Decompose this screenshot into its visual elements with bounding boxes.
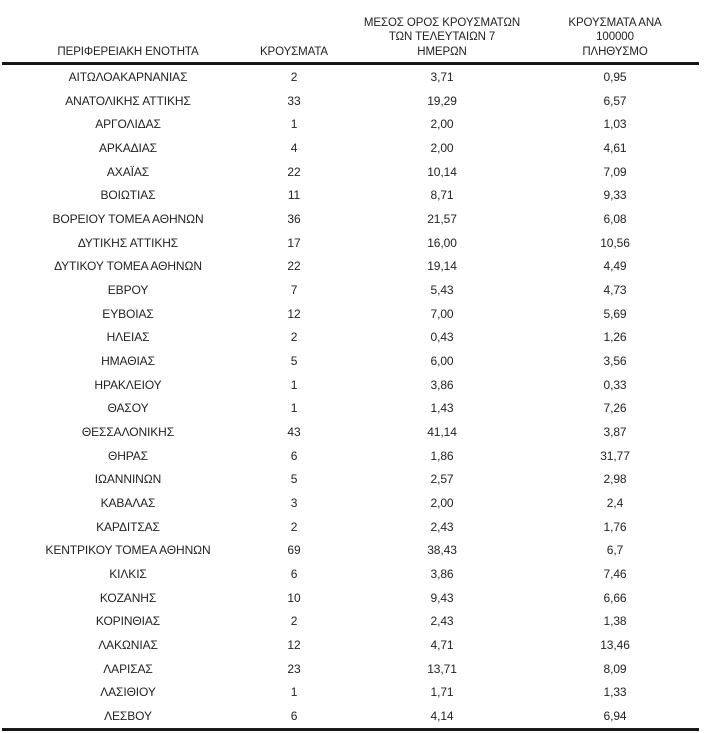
avg7-cell: 1,43 (430, 401, 454, 416)
region-cell: ΒΟΙΩΤΙΑΣ (100, 188, 156, 203)
cases-cell: 2 (290, 69, 298, 84)
per100k-cell: 1,38 (603, 614, 627, 629)
avg7-cell: 1,71 (430, 685, 454, 700)
cases-cell: 6 (290, 566, 298, 581)
table-row (2, 278, 699, 302)
table-row (2, 444, 699, 468)
cases-cell: 5 (290, 353, 298, 368)
region-cell: ΚΕΝΤΡΙΚΟΥ ΤΟΜΕΑ ΑΘΗΝΩΝ (45, 543, 211, 558)
column-header-region-label: ΠΕΡΙΦΕΡΕΙΑΚΗ ΕΝΟΤΗΤΑ (57, 45, 199, 58)
cases-cell: 22 (287, 259, 301, 274)
per100k-cell: 1,26 (603, 330, 627, 345)
table-header-row (2, 0, 699, 62)
cases-cell: 69 (287, 543, 301, 558)
column-header-avg7d-line2: ΤΩΝ ΤΕΛΕΥΤΑΙΩΝ 7 (388, 31, 496, 43)
avg7-cell: 6,00 (430, 353, 454, 368)
table-row (2, 183, 699, 207)
region-cell: ΑΡΓΟΛΙΔΑΣ (95, 117, 161, 132)
per100k-cell: 3,87 (603, 424, 627, 439)
avg7-cell: 38,43 (427, 543, 457, 558)
avg7-cell: 16,00 (427, 235, 457, 250)
table-row (2, 396, 699, 420)
avg7-cell: 8,71 (430, 188, 454, 203)
per100k-cell: 6,08 (603, 211, 627, 226)
region-cell: ΛΑΣΙΘΙΟΥ (100, 685, 156, 700)
per100k-cell: 7,09 (603, 164, 627, 179)
per100k-cell: 6,66 (603, 590, 627, 605)
per100k-cell: 2,4 (606, 495, 624, 510)
region-cell: ΗΡΑΚΛΕΙΟΥ (94, 377, 162, 392)
cases-cell: 1 (290, 377, 298, 392)
per100k-cell: 0,33 (603, 377, 627, 392)
table-row (2, 657, 699, 681)
cases-cell: 12 (287, 637, 301, 652)
avg7-cell: 4,14 (430, 708, 454, 723)
column-header-avg7d-line3: ΗΜΕΡΩΝ (417, 45, 467, 58)
region-cell: ΗΜΑΘΙΑΣ (101, 353, 155, 368)
cases-cell: 11 (287, 188, 301, 203)
avg7-cell: 2,43 (430, 614, 454, 629)
table-row (2, 89, 699, 113)
region-cell: ΒΟΡΕΙΟΥ ΤΟΜΕΑ ΑΘΗΝΩΝ (52, 211, 204, 226)
table-row (2, 586, 699, 610)
region-cell: ΚΑΡΔΙΤΣΑΣ (96, 519, 160, 534)
region-cell: ΘΕΣΣΑΛΟΝΙΚΗΣ (81, 424, 175, 439)
cases-cell: 23 (287, 661, 301, 676)
per100k-cell: 31,77 (600, 448, 630, 463)
region-cell: ΑΝΑΤΟΛΙΚΗΣ ΑΤΤΙΚΗΣ (65, 93, 191, 108)
avg7-cell: 3,71 (430, 69, 454, 84)
column-header-avg7d (334, 16, 550, 60)
cases-cell: 2 (290, 614, 298, 629)
per100k-cell: 1,03 (603, 117, 627, 132)
column-header-per100k (550, 16, 680, 60)
table-row (2, 254, 699, 278)
avg7-cell: 41,14 (427, 424, 457, 439)
cases-cell: 12 (287, 306, 301, 321)
region-cell: ΚΟΡΙΝΘΙΑΣ (95, 614, 161, 629)
per100k-cell: 4,73 (603, 282, 627, 297)
cases-cell: 36 (287, 211, 301, 226)
column-header-cases (254, 45, 334, 60)
avg7-cell: 9,43 (430, 590, 454, 605)
table-row (2, 420, 699, 444)
per100k-cell: 10,56 (600, 235, 630, 250)
per100k-cell: 1,33 (603, 685, 627, 700)
table-row (2, 302, 699, 326)
cases-cell: 33 (287, 93, 301, 108)
cases-cell: 3 (290, 495, 298, 510)
region-cell: ΘΑΣΟΥ (107, 401, 149, 416)
cases-cell: 6 (290, 448, 298, 463)
per100k-cell: 13,46 (600, 637, 630, 652)
avg7-cell: 2,57 (430, 472, 454, 487)
cases-cell: 1 (290, 117, 298, 132)
region-cell: ΚΙΛΚΙΣ (109, 566, 147, 581)
region-cell: ΙΩΑΝΝΙΝΩΝ (94, 472, 162, 487)
avg7-cell: 2,00 (430, 140, 454, 155)
per100k-cell: 1,76 (603, 519, 627, 534)
cases-cell: 17 (287, 235, 301, 250)
avg7-cell: 3,86 (430, 566, 454, 581)
table-row (2, 562, 699, 586)
per100k-cell: 6,7 (606, 543, 624, 558)
avg7-cell: 10,14 (427, 164, 457, 179)
per100k-cell: 6,94 (603, 708, 627, 723)
table-row (2, 207, 699, 231)
table-row (2, 160, 699, 184)
cases-cell: 2 (290, 330, 298, 345)
avg7-cell: 3,86 (430, 377, 454, 392)
cases-cell: 10 (287, 590, 301, 605)
region-cell: ΑΧΑΪΑΣ (106, 164, 150, 179)
table-row (2, 515, 699, 539)
cases-cell: 1 (290, 401, 298, 416)
table-row (2, 704, 699, 728)
column-header-region (2, 45, 254, 60)
cases-cell: 7 (290, 282, 298, 297)
region-cell: ΚΟΖΑΝΗΣ (99, 590, 157, 605)
cases-cell: 2 (290, 519, 298, 534)
cases-cell: 43 (287, 424, 301, 439)
cases-cell: 4 (290, 140, 298, 155)
per100k-cell: 0,95 (603, 69, 627, 84)
avg7-cell: 5,43 (430, 282, 454, 297)
region-cell: ΘΗΡΑΣ (107, 448, 149, 463)
cases-cell: 22 (287, 164, 301, 179)
avg7-cell: 19,29 (427, 93, 457, 108)
table-bottom-rule (2, 728, 699, 731)
region-cell: ΛΑΚΩΝΙΑΣ (98, 637, 158, 652)
cases-table (2, 0, 699, 731)
table-row (2, 609, 699, 633)
region-cell: ΕΒΡΟΥ (107, 282, 149, 297)
table-row (2, 538, 699, 562)
region-cell: ΕΥΒΟΙΑΣ (102, 306, 154, 321)
region-cell: ΑΙΤΩΛΟΑΚΑΡΝΑΝΙΑΣ (68, 69, 188, 84)
per100k-cell: 3,56 (603, 353, 627, 368)
avg7-cell: 2,00 (430, 495, 454, 510)
table-row (2, 231, 699, 255)
table-row (2, 65, 699, 89)
per100k-cell: 6,57 (603, 93, 627, 108)
avg7-cell: 4,71 (430, 637, 454, 652)
table-row (2, 633, 699, 657)
avg7-cell: 7,00 (430, 306, 454, 321)
column-header-avg7d-line1: ΜΕΣΟΣ ΟΡΟΣ ΚΡΟΥΣΜΑΤΩΝ (363, 16, 521, 29)
region-cell: ΔΥΤΙΚΗΣ ΑΤΤΙΚΗΣ (77, 235, 179, 250)
table-row (2, 325, 699, 349)
per100k-cell: 2,98 (603, 472, 627, 487)
region-cell: ΑΡΚΑΔΙΑΣ (99, 140, 157, 155)
table-row (2, 373, 699, 397)
table-row (2, 349, 699, 373)
region-cell: ΚΑΒΑΛΑΣ (100, 495, 156, 510)
column-header-per100k-line1: ΚΡΟΥΣΜΑΤΑ ΑΝΑ 100000 (568, 16, 662, 43)
avg7-cell: 0,43 (430, 330, 454, 345)
table-body (2, 65, 699, 728)
region-cell: ΔΥΤΙΚΟΥ ΤΟΜΕΑ ΑΘΗΝΩΝ (54, 259, 202, 274)
per100k-cell: 4,61 (603, 140, 627, 155)
table-row (2, 680, 699, 704)
per100k-cell: 8,09 (603, 661, 627, 676)
avg7-cell: 1,86 (430, 448, 454, 463)
region-cell: ΛΑΡΙΣΑΣ (103, 661, 153, 676)
table-row (2, 136, 699, 160)
avg7-cell: 2,43 (430, 519, 454, 534)
cases-cell: 5 (290, 472, 298, 487)
region-cell: ΛΕΣΒΟΥ (104, 708, 152, 723)
column-header-per100k-line2: ΠΛΗΘΥΣΜΟ (582, 45, 648, 58)
per100k-cell: 7,46 (603, 566, 627, 581)
table-row (2, 112, 699, 136)
per100k-cell: 7,26 (603, 401, 627, 416)
table-row (2, 467, 699, 491)
per100k-cell: 4,49 (603, 259, 627, 274)
region-cell: ΗΛΕΙΑΣ (106, 330, 150, 345)
cases-cell: 6 (290, 708, 298, 723)
per100k-cell: 5,69 (603, 306, 627, 321)
cases-cell: 1 (290, 685, 298, 700)
avg7-cell: 21,57 (427, 211, 457, 226)
avg7-cell: 2,00 (430, 117, 454, 132)
column-header-cases-label: ΚΡΟΥΣΜΑΤΑ (259, 45, 329, 58)
per100k-cell: 9,33 (603, 188, 627, 203)
avg7-cell: 13,71 (427, 661, 457, 676)
table-row (2, 491, 699, 515)
avg7-cell: 19,14 (427, 259, 457, 274)
